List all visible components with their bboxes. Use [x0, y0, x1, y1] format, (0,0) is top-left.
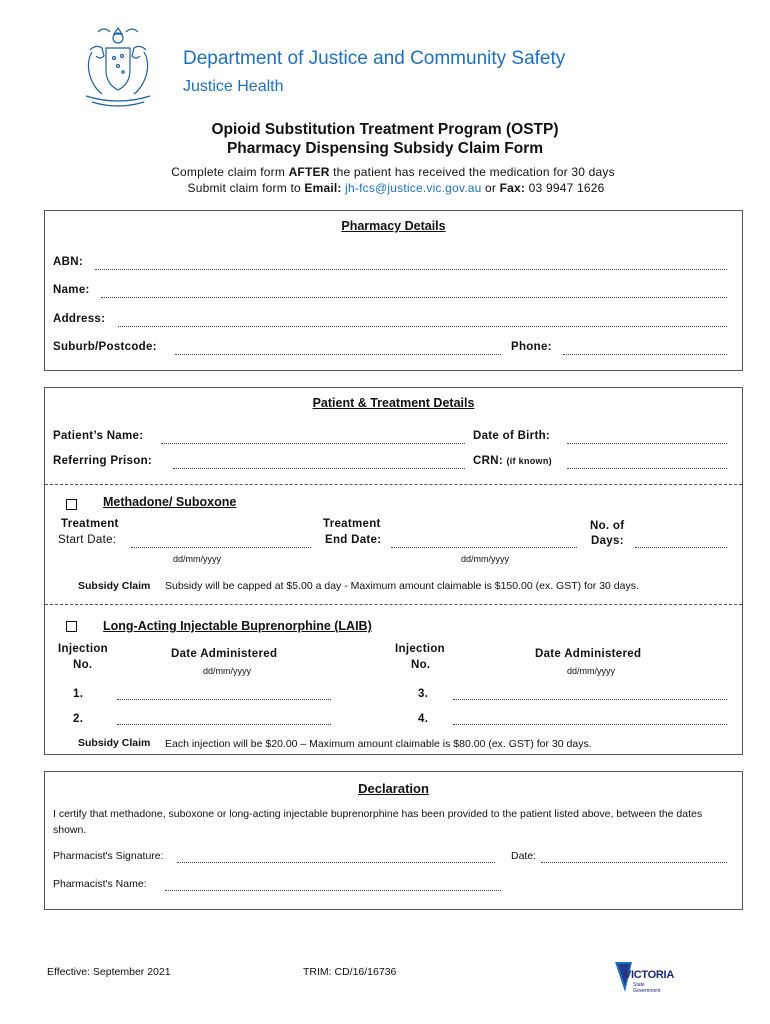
- injection-label-right: Injection: [395, 643, 445, 655]
- days-label: Days:: [591, 535, 624, 547]
- email-label: Email:: [304, 181, 342, 195]
- injection-1-date-field[interactable]: [117, 699, 331, 700]
- laib-subsidy-label: Subsidy Claim: [78, 737, 151, 749]
- injection-2-number: 2.: [73, 713, 84, 725]
- instruction-line1: [0, 165, 770, 179]
- injection-4-number: 4.: [418, 713, 429, 725]
- pharmacy-details-section: [44, 210, 743, 371]
- name-label: Name:: [53, 284, 90, 296]
- injection-label-left: Injection: [58, 643, 108, 655]
- injection-1-number: 1.: [73, 688, 84, 700]
- end-date-label: End Date:: [325, 534, 382, 546]
- instruction1-post: the patient has received the medication for 30 days: [329, 165, 615, 179]
- injection-no-label-left: No.: [73, 659, 93, 671]
- suburb-field[interactable]: [175, 354, 501, 355]
- treatment-start-label1: Treatment: [61, 518, 119, 530]
- declaration-heading: Declaration: [358, 781, 429, 796]
- methadone-subsidy-label: Subsidy Claim: [78, 580, 151, 592]
- instruction2-pre: Submit claim form to: [187, 181, 305, 195]
- laib-heading: Long-Acting Injectable Buprenorphine (LAIB): [103, 619, 372, 633]
- dob-field[interactable]: [567, 443, 727, 444]
- end-date-field[interactable]: [391, 547, 577, 548]
- declaration-date-field[interactable]: [541, 862, 727, 863]
- victoria-logo-sub1: State: [633, 982, 645, 988]
- injection-4-date-field[interactable]: [453, 724, 727, 725]
- effective-date: Effective: September 2021: [47, 966, 171, 978]
- crn-note: (if known): [506, 456, 552, 466]
- instruction1-bold: AFTER: [288, 165, 330, 179]
- laib-checkbox[interactable]: [66, 621, 77, 632]
- victoria-logo-sub2: Government: [633, 988, 661, 994]
- referring-prison-label: Referring Prison:: [53, 455, 153, 467]
- methadone-subsidy-text: Subsidy will be capped at $5.00 a day - Maximum amount claimable is $150.00 (ex. GST) for 30 days.: [165, 580, 639, 592]
- laib-subsidy-text: Each injection will be $20.00 – Maximum amount claimable is $80.00 (ex. GST) for 30 days.: [165, 738, 592, 750]
- start-date-field[interactable]: [131, 547, 311, 548]
- phone-label: Phone:: [511, 341, 552, 353]
- signature-field[interactable]: [177, 862, 495, 863]
- pharmacy-details-heading: Pharmacy Details: [341, 219, 446, 233]
- date-hint-right: dd/mm/yyyy: [567, 666, 616, 676]
- patient-name-field[interactable]: [161, 443, 465, 444]
- section-divider: [45, 484, 742, 485]
- injection-2-date-field[interactable]: [117, 724, 331, 725]
- instruction2-or: or: [481, 181, 500, 195]
- crn-field[interactable]: [567, 468, 727, 469]
- treatment-end-label1: Treatment: [323, 518, 381, 530]
- fax-number: 03 9947 1626: [525, 181, 605, 195]
- declaration-section: [44, 771, 743, 910]
- unit-title: Justice Health: [183, 78, 284, 95]
- methadone-checkbox[interactable]: [66, 499, 77, 510]
- days-field[interactable]: [635, 547, 727, 548]
- form-title-line2: Pharmacy Dispensing Subsidy Claim Form: [226, 140, 544, 157]
- declaration-text: I certify that methadone, suboxone or long-acting injectable buprenorphine has been provided to the patient listed above, between the dates shown.: [53, 808, 703, 836]
- end-date-hint: dd/mm/yyyy: [461, 554, 510, 564]
- patient-name-label: Patient’s Name:: [53, 430, 144, 442]
- patient-details-heading: Patient & Treatment Details: [312, 396, 475, 410]
- fax-label: Fax:: [499, 181, 526, 195]
- dob-label: Date of Birth:: [473, 430, 551, 442]
- start-date-hint: dd/mm/yyyy: [173, 554, 222, 564]
- phone-field[interactable]: [563, 354, 727, 355]
- victoria-government-logo: [614, 958, 692, 998]
- trim-number: TRIM: CD/16/16736: [303, 966, 397, 978]
- methadone-heading: Methadone/ Suboxone: [103, 495, 237, 509]
- date-administered-left: Date Administered: [171, 648, 278, 660]
- coat-of-arms-logo: [78, 22, 158, 114]
- pharmacist-name-label: Pharmacist's Name:: [53, 878, 147, 890]
- instruction-line2: [0, 181, 770, 195]
- section-divider: [45, 604, 742, 605]
- address-field[interactable]: [118, 326, 727, 327]
- declaration-date-label: Date:: [511, 850, 537, 862]
- signature-label: Pharmacist's Signature:: [53, 850, 164, 862]
- pharmacist-name-field[interactable]: [165, 890, 501, 891]
- suburb-label: Suburb/Postcode:: [53, 341, 157, 353]
- form-title-line1: Opioid Substitution Treatment Program (OSTP): [211, 121, 559, 138]
- injection-no-label-right: No.: [411, 659, 431, 671]
- date-administered-right: Date Administered: [535, 648, 642, 660]
- injection-3-date-field[interactable]: [453, 699, 727, 700]
- date-hint-left: dd/mm/yyyy: [203, 666, 252, 676]
- no-of-days-label1: No. of: [590, 520, 625, 532]
- department-title: Department of Justice and Community Safety: [183, 48, 566, 69]
- crn-label: [473, 455, 552, 467]
- name-field[interactable]: [101, 297, 727, 298]
- patient-treatment-section: [44, 387, 743, 755]
- instruction1-pre: Complete claim form: [171, 165, 289, 179]
- abn-label: ABN:: [53, 256, 83, 268]
- victoria-logo-word: VICTORIA: [624, 969, 674, 981]
- email-link[interactable]: jh-fcs@justice.vic.gov.au: [345, 181, 482, 195]
- start-date-label: Start Date:: [58, 534, 117, 546]
- address-label: Address:: [53, 313, 106, 325]
- crn-text: CRN:: [473, 455, 503, 467]
- abn-field[interactable]: [95, 269, 727, 270]
- referring-prison-field[interactable]: [173, 468, 465, 469]
- injection-3-number: 3.: [418, 688, 429, 700]
